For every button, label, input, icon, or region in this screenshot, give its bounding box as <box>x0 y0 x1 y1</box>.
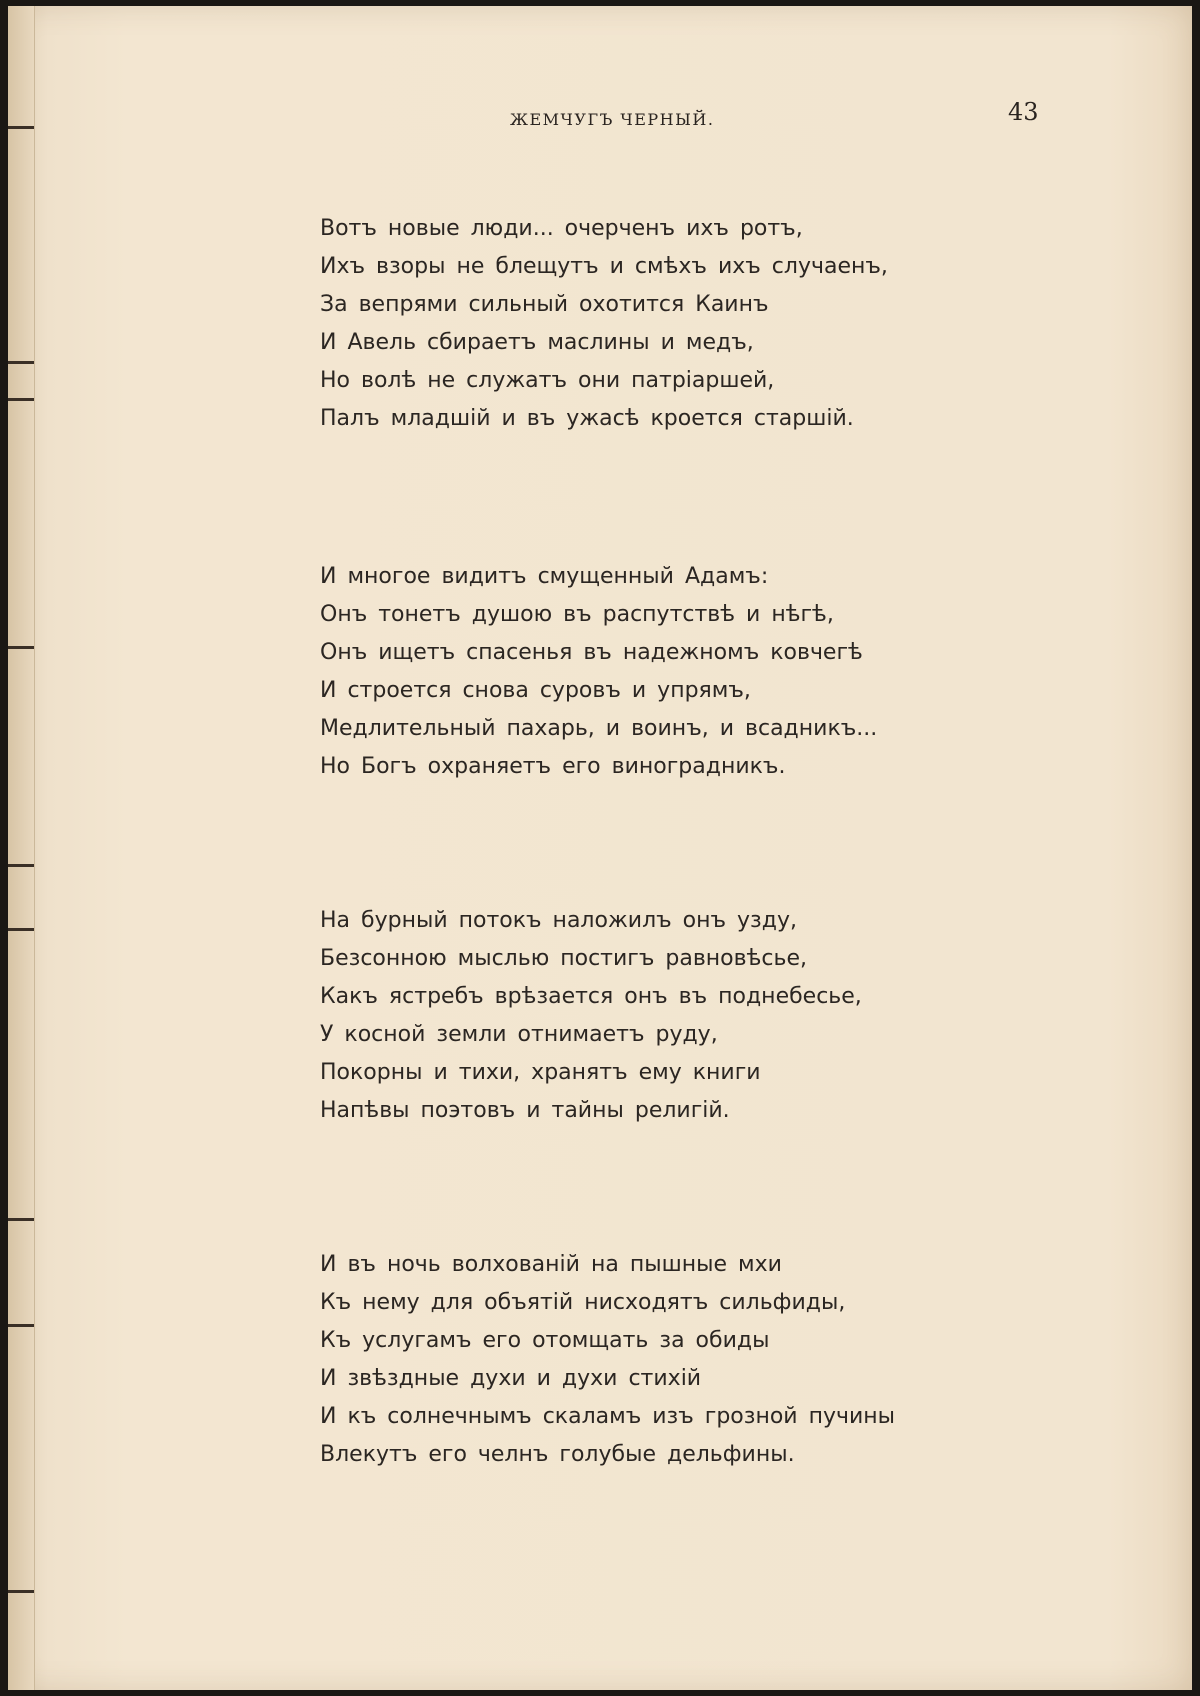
verse-line: Къ нему для объятій нисходятъ сильфиды, <box>320 1290 846 1315</box>
verse-line: Къ услугамъ его отомщать за обиды <box>320 1328 770 1353</box>
verse-line: Палъ младшій и въ ужасѣ кроется старшій. <box>320 406 854 431</box>
stanza-3 <box>320 902 1020 1130</box>
verse-line: И строется снова суровъ и упрямъ, <box>320 678 751 703</box>
verse-line: У косной земли отнимаетъ руду, <box>320 1022 718 1047</box>
verse-line: И многое видитъ смущенный Адамъ: <box>320 564 769 589</box>
verse-line: Вотъ новые люди... очерченъ ихъ ротъ, <box>320 216 803 241</box>
page-number: 43 <box>1008 98 1039 126</box>
verse-line: И звѣздные духи и духи стихій <box>320 1366 702 1391</box>
verse-line: Покорны и тихи, хранятъ ему книги <box>320 1060 761 1085</box>
binding-spine <box>8 6 35 1690</box>
verse-line: Влекутъ его челнъ голубые дельфины. <box>320 1442 795 1467</box>
verse-line: Безсонною мыслью постигъ равновѣсье, <box>320 946 807 971</box>
verse-line: Но Богъ охраняетъ его виноградникъ. <box>320 754 786 779</box>
stanza-2 <box>320 558 1020 786</box>
verse-line: И въ ночь волхованій на пышные мхи <box>320 1252 782 1277</box>
verse-line: На бурный потокъ наложилъ онъ узду, <box>320 908 797 933</box>
binding-stitch <box>8 1324 34 1327</box>
verse-line: Какъ ястребъ врѣзается онъ въ поднебесье, <box>320 984 862 1009</box>
verse-line: И Авель сбираетъ маслины и медъ, <box>320 330 754 355</box>
verse-line: И къ солнечнымъ скаламъ изъ грозной пучины <box>320 1404 896 1429</box>
binding-stitch <box>8 928 34 931</box>
binding-stitch <box>8 1218 34 1221</box>
verse-line: За вепрями сильный охотится Каинъ <box>320 292 769 317</box>
verse-line: Ихъ взоры не блещутъ и смѣхъ ихъ случаенъ, <box>320 254 888 279</box>
verse-line: Напѣвы поэтовъ и тайны религій. <box>320 1098 730 1123</box>
binding-stitch <box>8 398 34 401</box>
verse-line: Онъ ищетъ спасенья въ надежномъ ковчегѣ <box>320 640 863 665</box>
verse-line: Медлительный пахарь, и воинъ, и всадникъ... <box>320 716 878 741</box>
book-page <box>8 6 1192 1690</box>
binding-stitch <box>8 646 34 649</box>
verse-line: Но волѣ не служатъ они патріаршей, <box>320 368 775 393</box>
verse-line: Онъ тонетъ душою въ распутствѣ и нѣгѣ, <box>320 602 834 627</box>
binding-stitch <box>8 126 34 129</box>
running-header: ЖЕМЧУГЪ ЧЕРНЫЙ. <box>510 110 715 129</box>
binding-stitch <box>8 1590 34 1593</box>
binding-stitch <box>8 864 34 867</box>
stanza-4 <box>320 1246 1020 1474</box>
stanza-1 <box>320 210 1020 438</box>
binding-stitch <box>8 361 34 364</box>
